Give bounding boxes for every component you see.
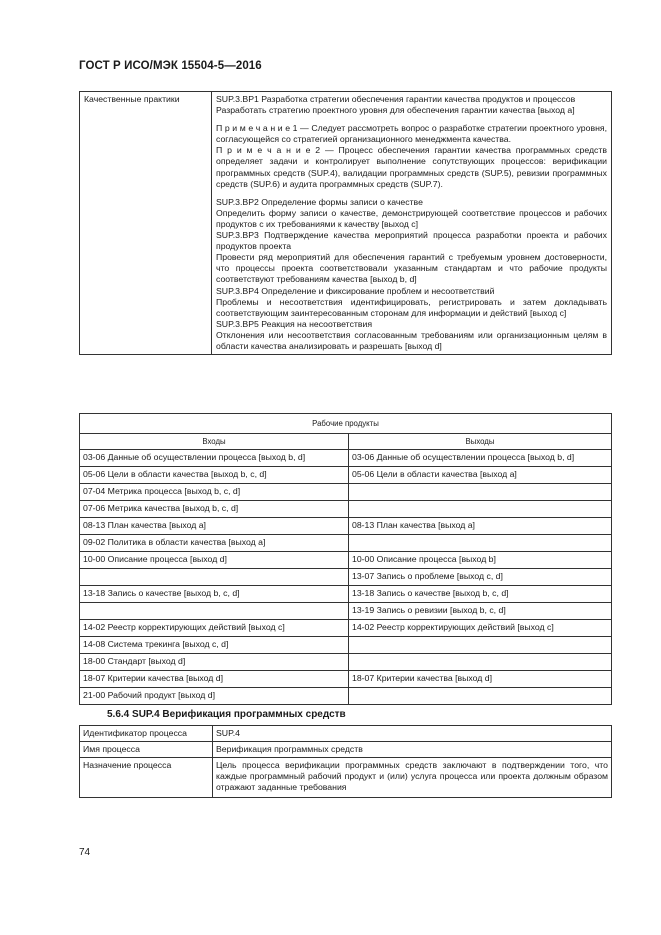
table-row — [80, 484, 612, 501]
table-row — [80, 467, 612, 484]
table-row — [80, 603, 612, 620]
input-cell: 18-07 Критерии качества [выход d] — [80, 671, 349, 688]
table-row — [80, 654, 612, 671]
practices-label: Качественные практики — [80, 92, 212, 355]
purpose-value: Цель процесса верификации программных средств заключают в подтверждении того, что каждые программный рабочий продукт и (или) услуга процесса или проекта должным образом отражают заданные требования — [213, 758, 612, 798]
input-cell: 09-02 Политика в области качества [выход a] — [80, 535, 349, 552]
note-1: П р и м е ч а н и е 1 — Следует рассмотреть вопрос о разработке стратегии проектного уровня, согласующейся со стратегией организационного менеджмента качества. — [216, 123, 607, 145]
bp3-title: SUP.3.BP3 Подтверждение качества мероприятий процесса разработки проекта и рабочих продуктов проекта — [216, 230, 607, 252]
bp5-desc: Отклонения или несоответствия согласованным требованиям или организационным целям в области качества анализировать и разрешать [выход d] — [216, 329, 607, 351]
output-cell: 18-07 Критерии качества [выход d] — [349, 671, 612, 688]
table-row — [80, 535, 612, 552]
output-cell — [349, 688, 612, 705]
page-header-title: ГОСТ Р ИСО/МЭК 15504-5—2016 — [79, 60, 262, 72]
bp3-desc: Провести ряд мероприятий для обеспечения гарантий с требуемым уровнем достоверности, что процессы проекта соответствовали указанным стандартам и что рабочие продукты соответствуют требованиям качества [выход b, d] — [216, 252, 607, 285]
input-cell: 14-08 Система трекинга [выход c, d] — [80, 637, 349, 654]
input-cell: 07-06 Метрика качества [выход b, c, d] — [80, 501, 349, 518]
purpose-label: Назначение процесса — [80, 758, 213, 798]
input-cell: 07-04 Метрика процесса [выход b, c, d] — [80, 484, 349, 501]
outputs-header: Выходы — [349, 434, 612, 450]
table-row — [80, 501, 612, 518]
input-cell — [80, 569, 349, 586]
work-products-table — [79, 413, 612, 705]
output-cell: 05-06 Цели в области качества [выход a] — [349, 467, 612, 484]
table-row — [80, 569, 612, 586]
bp1-title: SUP.3.BP1 Разработка стратегии обеспечения гарантии качества продуктов и процессов — [216, 94, 576, 104]
practices-table — [79, 91, 612, 355]
bp5-title: SUP.3.BP5 Реакция на несоответствия — [216, 318, 373, 329]
sup4-table — [79, 725, 612, 798]
bp4-title: SUP.3.BP4 Определение и фиксирование проблем и несоответствий — [216, 285, 495, 296]
input-cell: 13-18 Запись о качестве [выход b, c, d] — [80, 586, 349, 603]
output-cell: 14-02 Реестр корректирующих действий [выход c] — [349, 620, 612, 637]
output-cell — [349, 484, 612, 501]
name-value: Верификация программных средств — [213, 742, 612, 758]
table-row — [80, 671, 612, 688]
input-cell: 21-00 Рабочий продукт [выход d] — [80, 688, 349, 705]
output-cell: 10-00 Описание процесса [выход b] — [349, 552, 612, 569]
table-row — [80, 688, 612, 705]
output-cell — [349, 637, 612, 654]
name-label: Имя процесса — [80, 742, 213, 758]
page-number: 74 — [79, 847, 91, 858]
input-cell — [80, 603, 349, 620]
output-cell: 13-07 Запись о проблеме [выход c, d] — [349, 569, 612, 586]
input-cell: 18-00 Стандарт [выход d] — [80, 654, 349, 671]
output-cell: 13-19 Запись о ревизии [выход b, c, d] — [349, 603, 612, 620]
output-cell: 13-18 Запись о качестве [выход b, c, d] — [349, 586, 612, 603]
table-row — [80, 620, 612, 637]
practices-content — [212, 92, 612, 355]
work-products-caption: Рабочие продукты — [80, 414, 612, 434]
table-row — [80, 450, 612, 467]
bp2-desc: Определить форму записи о качестве, демонстрирующей соответствие процессов и рабочих продуктов с их требованиями к качеству [выход c] — [216, 207, 607, 229]
id-value: SUP.4 — [213, 726, 612, 742]
input-cell: 03-06 Данные об осуществлении процесса [выход b, d] — [80, 450, 349, 467]
table-row — [80, 637, 612, 654]
bp1-desc: Разработать стратегию проектного уровня для обеспечения гарантии качества [выход a] — [216, 105, 575, 116]
output-cell: 03-06 Данные об осуществлении процесса [выход b, d] — [349, 450, 612, 467]
bp2-title: SUP.3.BP2 Определение формы записи о качестве — [216, 196, 423, 207]
output-cell — [349, 501, 612, 518]
input-cell: 10-00 Описание процесса [выход d] — [80, 552, 349, 569]
id-label: Идентификатор процесса — [80, 726, 213, 742]
input-cell: 05-06 Цели в области качества [выход b, c, d] — [80, 467, 349, 484]
output-cell — [349, 654, 612, 671]
input-cell: 08-13 План качества [выход a] — [80, 518, 349, 535]
input-cell: 14-02 Реестр корректирующих действий [выход c] — [80, 620, 349, 637]
output-cell — [349, 535, 612, 552]
bp4-desc: Проблемы и несоответствия идентифицировать, регистрировать и затем докладывать соответствующим заинтересованным сторонам для информации и действий [выход c] — [216, 296, 607, 318]
inputs-header: Входы — [80, 434, 349, 450]
table-row — [80, 586, 612, 603]
table-row — [80, 518, 612, 535]
table-row — [80, 552, 612, 569]
note-2: П р и м е ч а н и е 2 — Процесс обеспечения гарантии качества программных средств определяет задачи и контролирует выполнение сопутствующих процессов: верификации программных средств (SUP.4), валидации программных средств (SUP.5), ревизии программных средств (SUP.6) и аудита программных средств (SUP.7). — [216, 145, 607, 189]
output-cell: 08-13 План качества [выход a] — [349, 518, 612, 535]
section-title: 5.6.4 SUP.4 Верификация программных средств — [107, 709, 346, 720]
